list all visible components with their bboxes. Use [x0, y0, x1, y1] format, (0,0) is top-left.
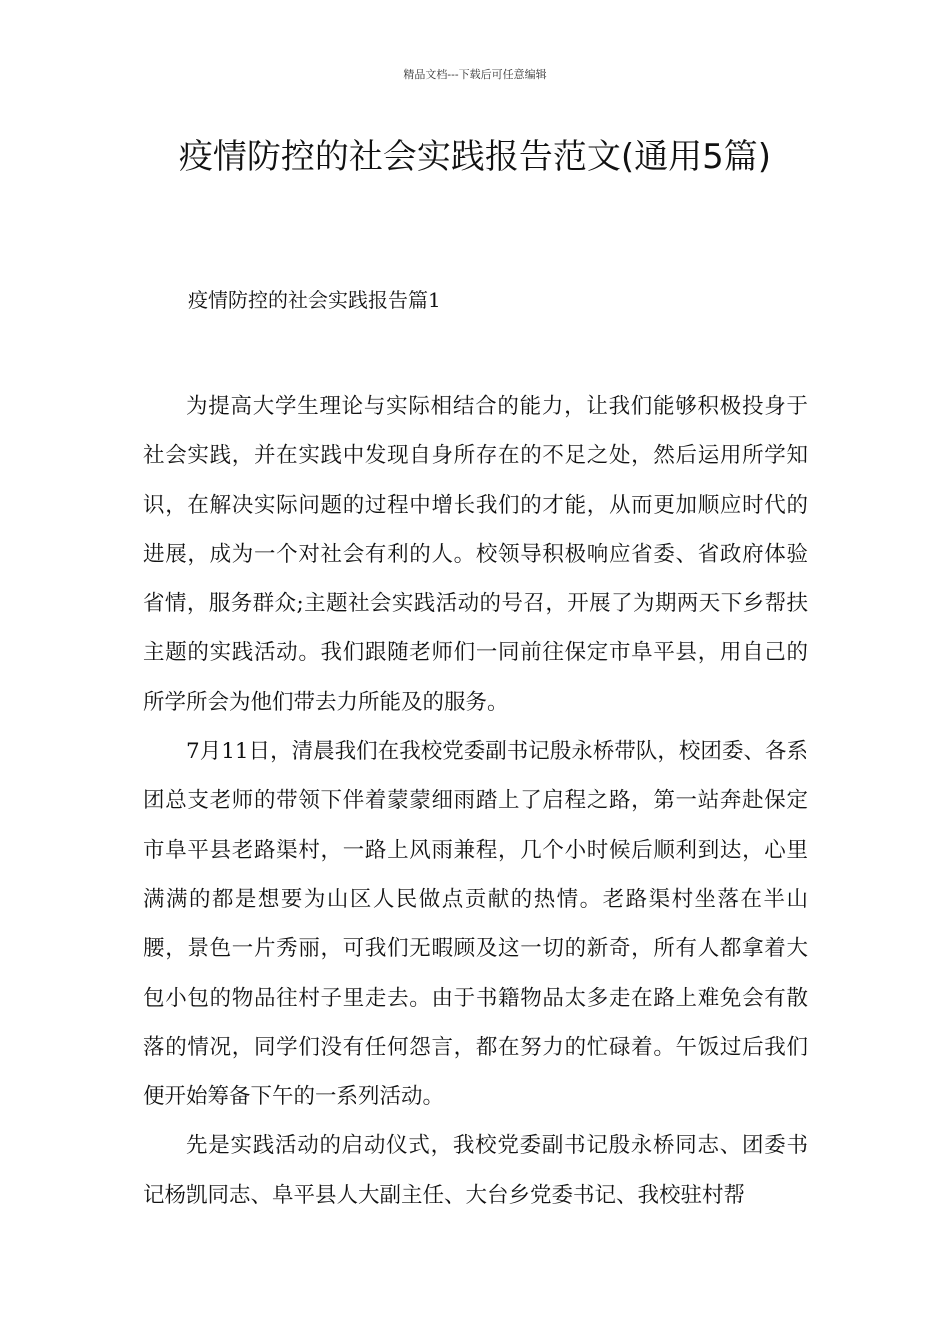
section-heading: 疫情防控的社会实践报告篇1: [188, 288, 441, 312]
document-title: 疫情防控的社会实践报告范文(通用5篇): [178, 137, 772, 177]
header-note: 精品文档---下载后可任意编辑: [403, 68, 547, 81]
paragraph-3: 先是实践活动的启动仪式，我校党委副书记殷永桥同志、团委书记杨凯同志、阜平县人大副主任、大台乡党委书记、我校驻村帮: [143, 1133, 808, 1208]
paragraph-1: 为提高大学生理论与实际相结合的能力，让我们能够积极投身于社会实践，并在实践中发现自身所存在的不足之处，然后运用所学知识，在解决实际问题的过程中增长我们的才能，从而更加顺应时代的进展，成为一个对社会有利的人。校领导积极响应省委、省政府体验省情，服务群众;主题社会实践活动的号召，开展了为期两天下乡帮扶主题的实践活动。我们跟随老师们一同前往保定市阜平县，用自己的所学所会为他们带去力所能及的服务。: [143, 394, 808, 715]
paragraph-2: 7月11日，清晨我们在我校党委副书记殷永桥带队，校团委、各系团总支老师的带领下伴着蒙蒙细雨踏上了启程之路，第一站奔赴保定市阜平县老路渠村，一路上风雨兼程，几个小时候后顺利到达，心里满满的都是想要为山区人民做点贡献的热情。老路渠村坐落在半山腰，景色一片秀丽，可我们无暇顾及这一切的新奇，所有人都拿着大包小包的物品往村子里走去。由于书籍物品太多走在路上难免会有散落的情况，同学们没有任何怨言，都在努力的忙碌着。午饭过后我们便开始筹备下午的一系列活动。: [143, 739, 808, 1110]
body-text: [143, 382, 808, 1220]
